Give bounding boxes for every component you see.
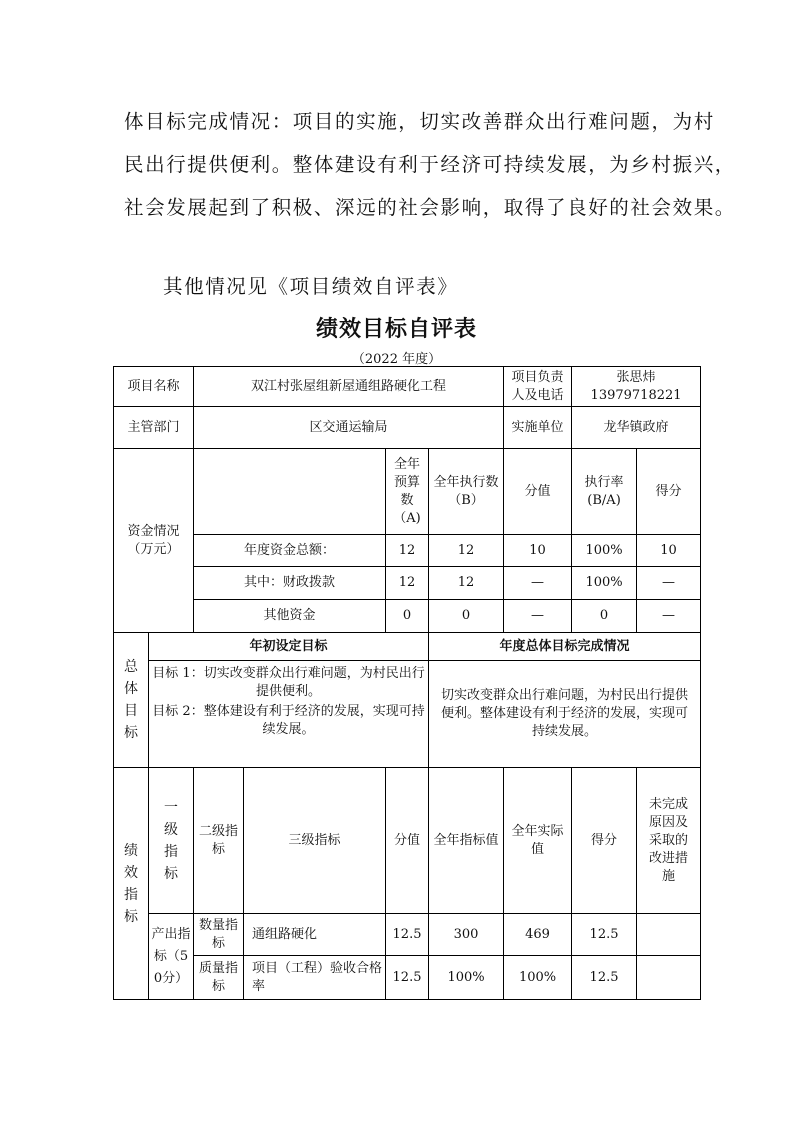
- project-name-label: 项目名称: [114, 367, 194, 407]
- overall-goal-label-text: 总体目标: [124, 659, 138, 741]
- evaluation-table: [113, 366, 701, 1000]
- perf-header-l2: 二级指标: [194, 768, 244, 914]
- perf-group-label: 产出指标（50分）: [149, 914, 194, 1000]
- funds-row-rate: 0: [572, 600, 637, 633]
- perf-header-score: 得分: [572, 768, 637, 914]
- funds-row-budget: 12: [386, 567, 429, 600]
- table-year: （2022 年度）: [351, 352, 442, 367]
- paragraph-line-3: 社会发展起到了积极、深远的社会影响，取得了良好的社会效果。: [124, 196, 736, 219]
- perf-row-score: 12.5: [572, 914, 637, 956]
- impl-unit-label: 实施单位: [504, 407, 572, 449]
- perf-row-l2: 质量指标: [194, 956, 244, 1000]
- overall-set-goals: [149, 661, 429, 768]
- paragraph-line-1: 体目标完成情况：项目的实施，切实改善群众出行难问题，为村: [124, 110, 715, 133]
- goal-1: 目标 1：切实改变群众出行难问题，为村民出行提供便利。: [152, 666, 425, 699]
- perf-row-score-value: 12.5: [386, 956, 429, 1000]
- funds-header-executed: 全年执行数（B）: [429, 449, 504, 535]
- perf-header-l1: [149, 768, 194, 914]
- funds-header-score-value: 分值: [504, 449, 572, 535]
- overall-set-header: 年初设定目标: [149, 633, 429, 661]
- goal-2: 目标 2：整体建设有利于经济的发展，实现可持续发展。: [152, 704, 425, 737]
- perf-row-l3: 通组路硬化: [244, 914, 386, 956]
- perf-header-l1-text: 一级指标: [164, 799, 178, 882]
- funds-row-name: 年度资金总额：: [194, 535, 386, 567]
- funds-row-score: —: [637, 567, 701, 600]
- funds-row-score: 10: [637, 535, 701, 567]
- perf-header-reason-text: 未完成原因及采取的改进措施: [649, 796, 689, 884]
- funds-header-budget: 全年预算数（A): [386, 449, 429, 535]
- perf-row-l2: 数量指标: [194, 914, 244, 956]
- project-lead-phone: 13979718221: [590, 387, 682, 403]
- project-lead-label: 项目负责人及电话: [504, 367, 572, 407]
- funds-row-score-value: —: [504, 567, 572, 600]
- perf-row-target: 300: [429, 914, 504, 956]
- perf-header-reason: [637, 768, 701, 914]
- impl-unit-value: 龙华镇政府: [572, 407, 701, 449]
- funds-row-name: 其他资金: [194, 600, 386, 633]
- paragraph-line-2: 民出行提供便利。整体建设有利于经济可持续发展，为乡村振兴，: [124, 153, 736, 176]
- funds-row-rate: 100%: [572, 535, 637, 567]
- table-title: 绩效目标自评表: [315, 317, 477, 342]
- project-name-value: 双江村张屋组新屋通组路硬化工程: [194, 367, 504, 407]
- perf-header-l3: 三级指标: [244, 768, 386, 914]
- funds-row-executed: 12: [429, 535, 504, 567]
- perf-header-target: 全年指标值: [429, 768, 504, 914]
- funds-row-executed: 12: [429, 567, 504, 600]
- funds-header-score: 得分: [637, 449, 701, 535]
- perf-row-target: 100%: [429, 956, 504, 1000]
- funds-row-budget: 12: [386, 535, 429, 567]
- project-lead-contact: [572, 367, 701, 407]
- perf-row-actual: 100%: [504, 956, 572, 1000]
- perf-row-reason: [637, 956, 701, 1000]
- other-note: 其他情况见《项目绩效自评表》: [163, 275, 459, 298]
- perf-header-score-value: 分值: [386, 768, 429, 914]
- overall-done-text: 切实改变群众出行难问题，为村民出行提供便利。整体建设有利于经济的发展，实现可持续发展。: [429, 661, 701, 768]
- dept-label: 主管部门: [114, 407, 194, 449]
- project-lead-name: 张思炜: [616, 369, 656, 385]
- overall-goal-label: [114, 633, 149, 768]
- funds-row-score-value: —: [504, 600, 572, 633]
- perf-row-score: 12.5: [572, 956, 637, 1000]
- perf-row-reason: [637, 914, 701, 956]
- funds-label: 资金情况（万元）: [114, 449, 194, 633]
- perf-row-l3: 项目（工程）验收合格率: [244, 956, 386, 1000]
- funds-header-blank: [194, 449, 386, 535]
- funds-row-executed: 0: [429, 600, 504, 633]
- overall-done-header: 年度总体目标完成情况: [429, 633, 701, 661]
- funds-row-rate: 100%: [572, 567, 637, 600]
- perf-label-text: 绩效指标: [124, 842, 138, 925]
- funds-header-rate: 执行率(B/A): [572, 449, 637, 535]
- perf-label: [114, 768, 149, 1000]
- perf-row-actual: 469: [504, 914, 572, 956]
- funds-row-score: —: [637, 600, 701, 633]
- funds-row-budget: 0: [386, 600, 429, 633]
- funds-row-name: 其中：财政拨款: [194, 567, 386, 600]
- perf-row-score-value: 12.5: [386, 914, 429, 956]
- perf-header-actual: 全年实际值: [504, 768, 572, 914]
- dept-value: 区交通运输局: [194, 407, 504, 449]
- funds-row-score-value: 10: [504, 535, 572, 567]
